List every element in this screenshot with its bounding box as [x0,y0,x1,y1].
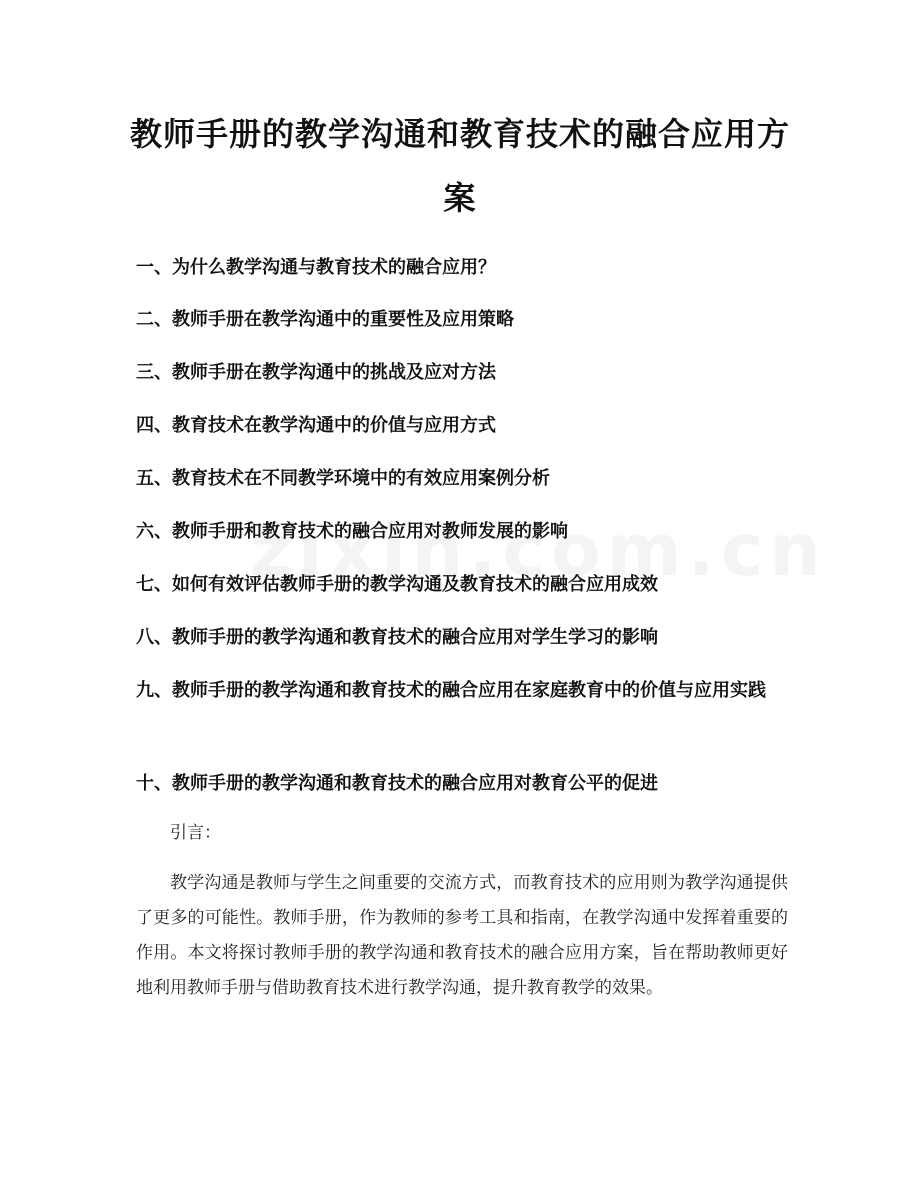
toc-item-4: 四、教育技术在教学沟通中的价值与应用方式 [136,415,496,436]
toc-item-5: 五、教育技术在不同教学环境中的有效应用案例分析 [136,468,550,489]
toc-item-2: 二、教师手册在教学沟通中的重要性及应用策略 [136,309,514,330]
toc-item-6: 六、教师手册和教育技术的融合应用对教师发展的影响 [136,521,568,542]
toc-item-7: 七、如何有效评估教师手册的教学沟通及教育技术的融合应用成效 [136,574,658,595]
toc-item-3: 三、教师手册在教学沟通中的挑战及应对方法 [136,362,496,383]
toc-item-9: 九、教师手册的教学沟通和教育技术的融合应用在家庭教育中的价值与应用实践 [136,680,766,701]
toc-item-10: 十、教师手册的教学沟通和教育技术的融合应用对教育公平的促进 [136,773,658,794]
intro-label: 引言： [170,823,221,843]
intro-paragraph: 教学沟通是教师与学生之间重要的交流方式，而教育技术的应用则为教学沟通提供了更多的可能性。教师手册，作为教师的参考工具和指南，在教学沟通中发挥着重要的作用。本文将探讨教师手册的教学沟通和教育技术的融合应用方案，旨在帮助教师更好地利用教师手册与借助教育技术进行教学沟通，提升教育教学的效果。 [136,873,788,998]
toc-item-1: 一、为什么教学沟通与教育技术的融合应用？ [136,257,496,278]
toc-item-8: 八、教师手册的教学沟通和教育技术的融合应用对学生学习的影响 [136,627,658,648]
document-title: 教师手册的教学沟通和教育技术的融合应用方案 [129,115,790,217]
